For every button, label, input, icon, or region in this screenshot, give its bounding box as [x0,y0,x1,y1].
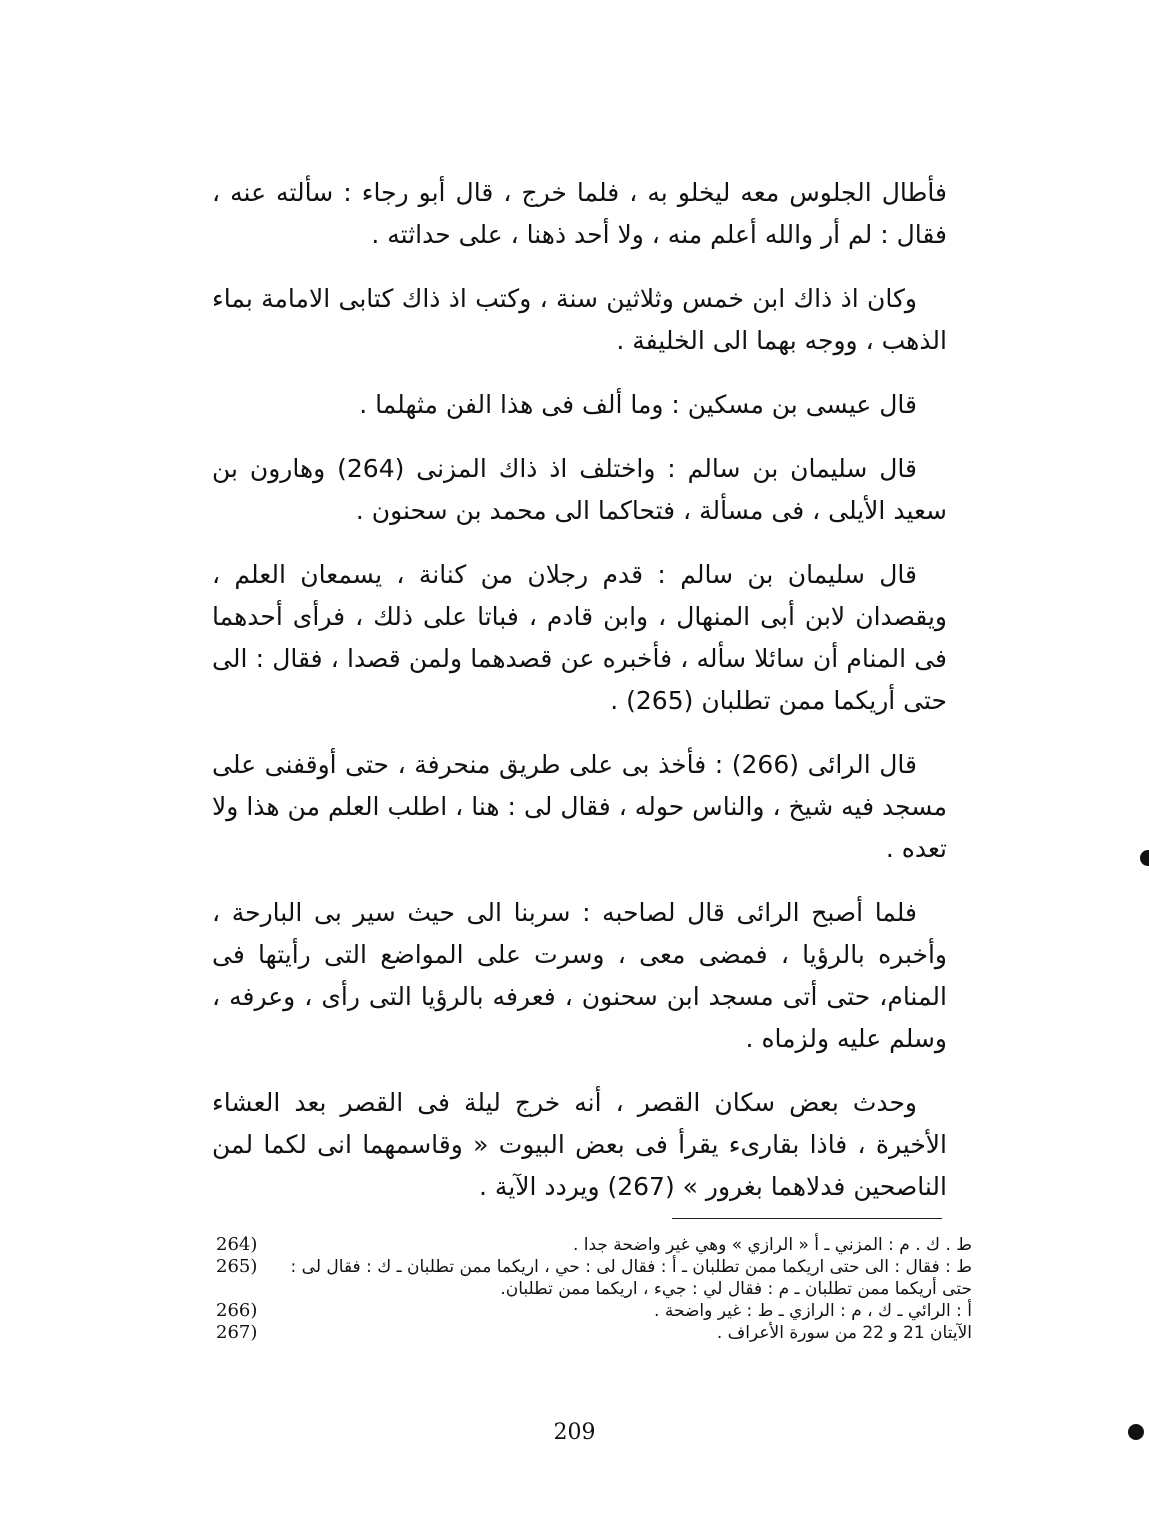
footnote-267 [216,1322,972,1344]
paragraph-2: وكان اذ ذاك ابن خمس وثلاثين سنة ، وكتب اذ ذاك كتابى الامامة بماء الذهب ، ووجه بهما الى الخليفة . [212,284,947,355]
binding-hole-mark [1128,1424,1144,1440]
footnote-text: ط . ك . م : المزني ـ أ « الرازي » وهي غير واضحة جدا . [572,1235,972,1255]
footnotes [216,1234,972,1344]
paragraph-3: قال عيسى بن مسكين : وما ألف فى هذا الفن مثهلما . [359,390,917,419]
footnote-264 [216,1234,972,1256]
footnote-number: 265) [216,1256,258,1277]
page-number: 209 [553,1420,596,1445]
paragraph-4: قال سليمان بن سالم : واختلف اذ ذاك المزنى (264) وهارون بن سعيد الأيلى ، فى مسألة ، فتحاكما الى محمد بن سحنون . [212,454,947,525]
paragraph-8: وحدث بعض سكان القصر ، أنه خرج ليلة فى القصر بعد العشاء الأخيرة ، فاذا بقارىء يقرأ فى بعض البيوت « وقاسمهما انى لكما لمن الناصحين فدلاهما بغرور » (267) ويردد الآية . [212,1088,947,1201]
footnote-number: 267) [216,1322,258,1343]
footnote-266 [216,1300,972,1322]
footnote-separator [672,1218,942,1219]
footnote-text: ط : فقال : الى حتى اريكما ممن تطلبان ـ أ : فقال لى : حي ، اريكما ممن تطلبان ـ ك : فقال لى : حتى أريكما ممن تطلبان ـ م : فقال لي : جيء ، اريكما ممن تطلبان. [290,1257,972,1299]
paragraph-6: قال الرائى (266) : فأخذ بى على طريق منحرفة ، حتى أوقفنى على مسجد فيه شيخ ، والناس حوله ، فقال لى : هنا ، اطلب العلم من هذا ولا تعده . [212,750,947,863]
binding-hole-mark [1140,850,1149,866]
footnote-265 [216,1256,972,1300]
paragraph-1: فأطال الجلوس معه ليخلو به ، فلما خرج ، قال أبو رجاء : سألته عنه ، فقال : لم أر والله أعلم منه ، ولا أحد ذهنا ، على حداثته . [212,178,947,249]
paragraph-7: فلما أصبح الرائى قال لصاحبه : سربنا الى حيث سير بى البارحة ، وأخبره بالرؤيا ، فمضى معى ، وسرت على المواضع التى رأيتها فى المنام، حتى أتى مسجد ابن سحنون ، فعرفه بالرؤيا التى رأى ، وعرفه ، وسلم عليه ولزماه . [212,898,947,1053]
footnote-number: 264) [216,1234,258,1255]
footnote-number: 266) [216,1300,258,1321]
main-text [212,172,947,1230]
footnote-text: الآيتان 21 و 22 من سورة الأعراف . [716,1323,972,1343]
footnote-text: أ : الرائي ـ ك ، م : الرازي ـ ط : غير واضحة . [654,1301,972,1321]
paragraph-5: قال سليمان بن سالم : قدم رجلان من كنانة ، يسمعان العلم ، ويقصدان لابن أبى المنهال ، وابن قادم ، فباتا على ذلك ، فرأى أحدهما فى المنام أن سائلا سأله ، فأخبره عن قصدهما ولمن قصدا ، فقال : الى حتى أريكما ممن تطلبان (265) . [212,560,947,715]
